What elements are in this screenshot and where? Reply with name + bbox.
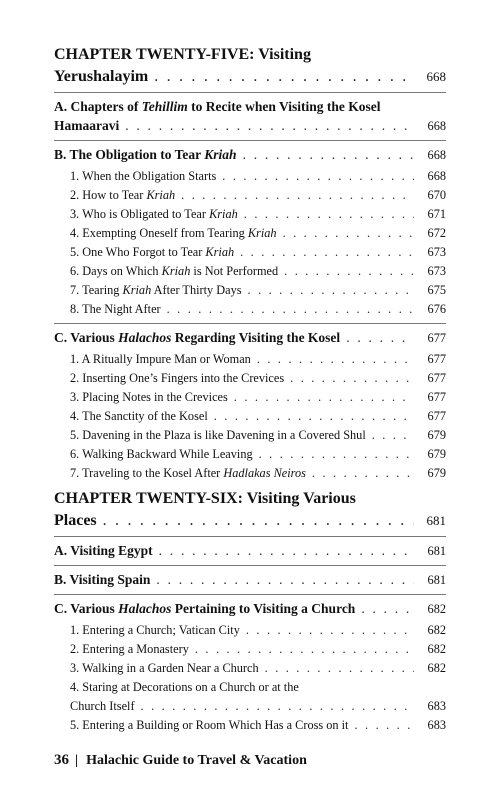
list-item-page-number: 677	[427, 390, 446, 404]
leader-dots	[159, 541, 414, 560]
list-item	[54, 407, 446, 426]
list-item-page-number: 679	[427, 447, 446, 461]
list-item-label: 2. How to Tear Kriah	[70, 188, 176, 202]
section-title-row	[54, 541, 446, 561]
section-heading	[54, 97, 446, 136]
leader-dots	[195, 640, 414, 659]
chapter-title-continued-row	[54, 66, 446, 88]
list-item-label: 7. Tearing Kriah After Thirty Days	[70, 283, 242, 297]
list-item-row	[70, 243, 446, 262]
page-footer	[54, 752, 307, 769]
list-item-label: 3. Walking in a Garden Near a Church	[70, 661, 259, 675]
leader-dots	[257, 350, 414, 369]
list-item-page-number: 670	[427, 188, 446, 202]
footer-separator: |	[75, 753, 79, 768]
section-title-row	[54, 599, 446, 619]
list-item-text: 4. Staring at Decorations on a Church or at the	[70, 680, 299, 694]
section-heading	[54, 145, 446, 165]
leader-dots	[103, 510, 414, 532]
list-item-page-number: 682	[427, 642, 446, 656]
leader-dots	[246, 621, 414, 640]
section-heading	[54, 599, 446, 619]
list-item	[54, 224, 446, 243]
leader-dots	[312, 464, 414, 483]
section-divider	[54, 92, 446, 93]
list-item-label: 1. A Ritually Impure Man or Woman	[70, 352, 251, 366]
list-item-row	[70, 426, 446, 445]
list-item	[54, 262, 446, 281]
section-divider	[54, 323, 446, 324]
chapter-title-continued-row	[54, 510, 446, 532]
list-item	[54, 426, 446, 445]
list-item-row	[70, 281, 446, 300]
leader-dots	[240, 243, 414, 262]
list-item-label: 3. Placing Notes in the Crevices	[70, 390, 228, 404]
list-item-row	[70, 716, 446, 735]
section-title-continued-row	[54, 116, 446, 136]
section-title-continued-label: Hamaaravi	[54, 118, 120, 133]
section-title-row	[54, 145, 446, 165]
chapter-heading	[54, 488, 446, 532]
section-title-page-number: 681	[427, 573, 446, 587]
leader-dots	[243, 145, 414, 164]
list-item-label: 1. Entering a Church; Vatican City	[70, 623, 240, 637]
chapter-block	[54, 488, 446, 735]
leader-dots	[154, 66, 414, 88]
section-title-page-number: 681	[427, 544, 446, 558]
list-item-row	[70, 186, 446, 205]
section-heading	[54, 541, 446, 561]
leader-dots	[244, 205, 414, 224]
list-item-page-number: 683	[427, 718, 446, 732]
list-item-row	[70, 640, 446, 659]
list-item-label: 5. One Who Forgot to Tear Kriah	[70, 245, 235, 259]
list-item-row	[70, 167, 446, 186]
chapter-title-continued-page-number: 668	[426, 69, 446, 84]
section-title: A. Chapters of Tehillim to Recite when Visiting the Kosel	[54, 99, 381, 114]
section-title-page-number: 682	[427, 602, 446, 616]
list-item	[54, 464, 446, 483]
list-item-label: 4. The Sanctity of the Kosel	[70, 409, 208, 423]
leader-dots	[167, 300, 414, 319]
list-item-row	[70, 350, 446, 369]
list-item-label: 5. Entering a Building or Room Which Has a Cross on it	[70, 718, 349, 732]
leader-dots	[222, 167, 414, 186]
leader-dots	[214, 407, 414, 426]
list-item-label: 1. When the Obligation Starts	[70, 169, 217, 183]
list-item	[54, 659, 446, 678]
section-title-label: C. Various Halachos Pertaining to Visiting a Church	[54, 601, 356, 616]
chapter-title-continued-label: Yerushalayim	[54, 68, 149, 85]
list-item-page-number: 679	[427, 428, 446, 442]
list-item-label: 6. Days on Which Kriah is Not Performed	[70, 264, 279, 278]
leader-dots	[248, 281, 414, 300]
leader-dots	[361, 599, 414, 618]
list-item-page-number: 675	[427, 283, 446, 297]
list-item-label: 2. Entering a Monastery	[70, 642, 189, 656]
chapter-block	[54, 44, 446, 483]
section-divider	[54, 536, 446, 537]
footer-book-title: Halachic Guide to Travel & Vacation	[86, 753, 307, 768]
section-title-label: A. Visiting Egypt	[54, 543, 153, 558]
chapter-title-continued-label: Places	[54, 512, 97, 529]
list-item	[54, 445, 446, 464]
list-item	[54, 205, 446, 224]
footer-page-number: 36	[54, 752, 69, 768]
section-title-continued-page-number: 668	[427, 119, 446, 133]
list-item-label: 2. Inserting One’s Fingers into the Crevices	[70, 371, 285, 385]
list-item-page-number: 668	[427, 169, 446, 183]
list-item	[54, 640, 446, 659]
list-item-continued-row	[70, 697, 446, 716]
list-item-page-number: 673	[427, 245, 446, 259]
list-item-continued-label: Church Itself	[70, 699, 135, 713]
list-item	[54, 281, 446, 300]
chapter-title: CHAPTER TWENTY-SIX: Visiting Various	[54, 490, 356, 507]
list-item	[54, 300, 446, 319]
leader-dots	[265, 659, 414, 678]
leader-dots	[234, 388, 414, 407]
section-title-page-number: 668	[427, 148, 446, 162]
list-item-continued-page-number: 683	[427, 699, 446, 713]
leader-dots	[141, 697, 414, 716]
leader-dots	[125, 116, 414, 135]
list-item	[54, 369, 446, 388]
section-title-label: C. Various Halachos Regarding Visiting the Kosel	[54, 330, 341, 345]
section-heading	[54, 328, 446, 348]
list-item-page-number: 676	[427, 302, 446, 316]
section-title-label: B. Visiting Spain	[54, 572, 151, 587]
list-item-page-number: 671	[427, 207, 446, 221]
list-item	[54, 678, 446, 716]
leader-dots	[372, 426, 414, 445]
list-item	[54, 716, 446, 735]
list-item-page-number: 677	[427, 371, 446, 385]
list-item-page-number: 677	[427, 352, 446, 366]
list-item	[54, 186, 446, 205]
section-title-row	[54, 328, 446, 348]
list-item-row	[70, 659, 446, 678]
section-divider	[54, 594, 446, 595]
list-item-row	[70, 464, 446, 483]
list-item-page-number: 673	[427, 264, 446, 278]
section-title-page-number: 677	[427, 331, 446, 345]
list-item-row	[70, 407, 446, 426]
leader-dots	[156, 570, 414, 589]
list-item-row	[70, 224, 446, 243]
list-item-row	[70, 205, 446, 224]
list-item-row	[70, 621, 446, 640]
section-title-label: B. The Obligation to Tear Kriah	[54, 147, 237, 162]
leader-dots	[284, 262, 414, 281]
list-item-label: 4. Exempting Oneself from Tearing Kriah	[70, 226, 277, 240]
section-title-row	[54, 570, 446, 590]
section-heading	[54, 570, 446, 590]
list-item-label: 7. Traveling to the Kosel After Hadlakas Neiros	[70, 466, 306, 480]
section-divider	[54, 140, 446, 141]
list-item-row	[70, 300, 446, 319]
list-item	[54, 388, 446, 407]
list-item	[54, 350, 446, 369]
list-item-row	[70, 445, 446, 464]
list-item	[54, 167, 446, 186]
leader-dots	[259, 445, 414, 464]
list-item-page-number: 682	[427, 623, 446, 637]
leader-dots	[346, 328, 414, 347]
list-item-page-number: 677	[427, 409, 446, 423]
chapter-heading	[54, 44, 446, 88]
list-item	[54, 243, 446, 262]
list-item-label: 8. The Night After	[70, 302, 161, 316]
list-item-label: 5. Davening in the Plaza is like Davening in a Covered Shul	[70, 428, 366, 442]
list-item-row	[70, 262, 446, 281]
list-item	[54, 621, 446, 640]
chapter-title-continued-page-number: 681	[426, 513, 446, 528]
leader-dots	[181, 186, 414, 205]
list-item-row	[70, 369, 446, 388]
section-divider	[54, 565, 446, 566]
list-item-page-number: 679	[427, 466, 446, 480]
list-item-page-number: 682	[427, 661, 446, 675]
leader-dots	[283, 224, 414, 243]
chapter-title: CHAPTER TWENTY-FIVE: Visiting	[54, 46, 311, 63]
leader-dots	[354, 716, 414, 735]
leader-dots	[290, 369, 414, 388]
list-item-row	[70, 388, 446, 407]
list-item-page-number: 672	[427, 226, 446, 240]
list-item-label: 6. Walking Backward While Leaving	[70, 447, 253, 461]
list-item-label: 3. Who is Obligated to Tear Kriah	[70, 207, 238, 221]
